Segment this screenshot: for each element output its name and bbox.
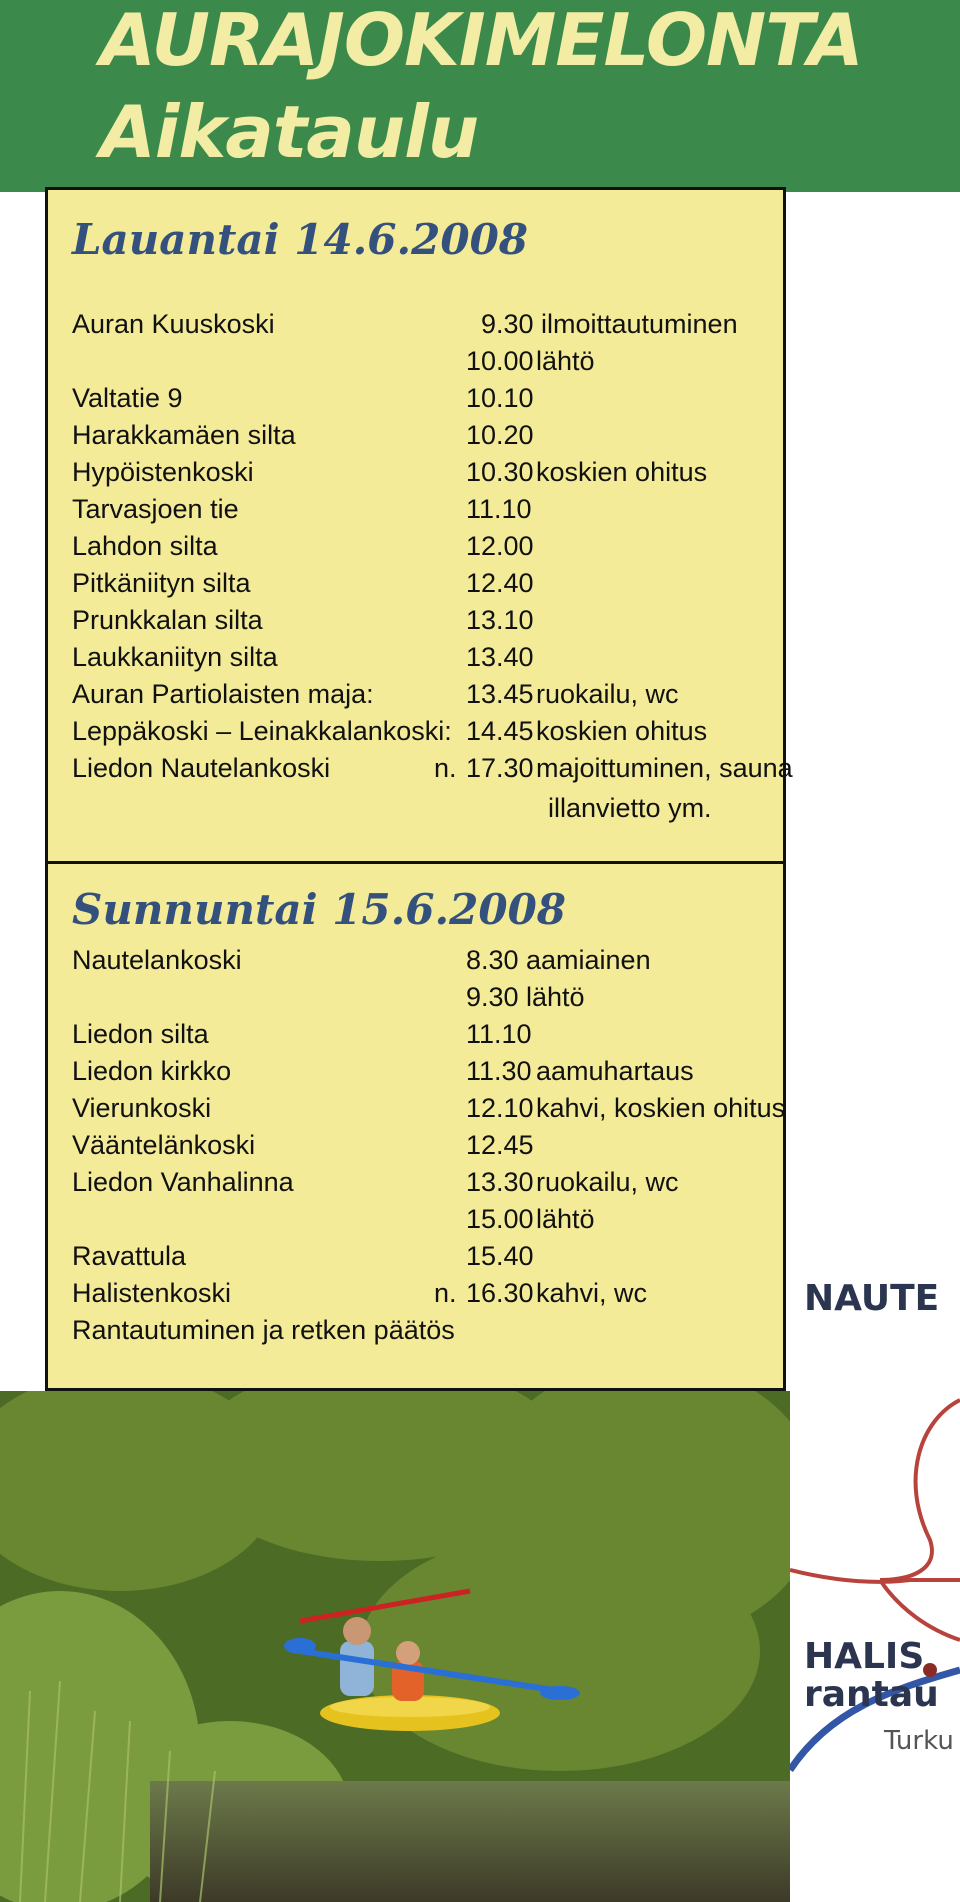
row-time: 11.30 [466, 1056, 532, 1086]
row-time: 13.10 [466, 605, 534, 635]
schedule-row [72, 454, 783, 491]
row-place: Liedon kirkko [72, 1056, 232, 1086]
row-note: ruokailu, wc [536, 1167, 679, 1197]
row-place: Leppäkoski – Leinakkalankoski: [72, 716, 452, 746]
row-note: majoittuminen, sauna [536, 753, 793, 783]
row-time: 12.45 [466, 1130, 534, 1160]
row-note: ilmoittautuminen [541, 309, 738, 339]
row-time: 10.10 [466, 383, 534, 413]
schedule-row [72, 713, 783, 750]
map-label-turku: Turku [884, 1726, 954, 1756]
schedule-row [72, 602, 783, 639]
schedule-row [72, 528, 783, 565]
row-time: 13.30 [466, 1167, 534, 1197]
row-place: Hypöistenkoski [72, 457, 254, 487]
row-note: kahvi, koskien ohitus [536, 1093, 786, 1123]
map-label-halistenkoski: HALIS [804, 1636, 925, 1677]
row-place: Liedon silta [72, 1019, 209, 1049]
row-time: 14.45 [466, 716, 534, 746]
schedule-row [72, 1127, 783, 1164]
row-note: ruokailu, wc [536, 679, 679, 709]
saturday-schedule [45, 187, 793, 864]
row-place: Ravattula [72, 1241, 187, 1271]
schedule-row [72, 750, 793, 787]
schedule-row [72, 491, 783, 528]
schedule-row [72, 979, 783, 1016]
sunday-schedule [45, 861, 786, 1391]
schedule-row [72, 639, 783, 676]
row-place: Halistenkoski [72, 1278, 232, 1308]
row-approx: n. [434, 1278, 457, 1308]
row-place: Vierunkoski [72, 1093, 212, 1123]
row-time: 10.20 [466, 420, 534, 450]
row-place: Nautelankoski [72, 945, 242, 975]
row-place: Valtatie 9 [72, 383, 183, 413]
row-place: Laukkaniityn silta [72, 642, 278, 672]
schedule-row [72, 676, 783, 713]
title-line-2: Aikataulu [100, 90, 479, 174]
row-place: Harakkamäen silta [72, 420, 296, 450]
schedule-row [72, 1164, 783, 1201]
row-time: 8.30 [466, 945, 519, 975]
row-note: aamiainen [526, 945, 651, 975]
schedule-row [72, 306, 783, 343]
row-time: 12.10 [466, 1093, 534, 1123]
schedule-row [72, 343, 783, 380]
row-place: Prunkkalan silta [72, 605, 263, 635]
row-note: aamuhartaus [536, 1056, 694, 1086]
schedule-row [72, 942, 783, 979]
row-place: Auran Partiolaisten maja: [72, 679, 374, 709]
row-note: lähtö [526, 982, 585, 1012]
row-place: Liedon Vanhalinna [72, 1167, 294, 1197]
row-place: Rantautuminen ja retken päätös [72, 1315, 455, 1345]
schedule-row [72, 380, 783, 417]
schedule-row [72, 1053, 783, 1090]
row-place: Auran Kuuskoski [72, 309, 275, 339]
page-title [100, 0, 863, 178]
schedule-row [72, 1275, 783, 1312]
row-time: 10.30 [466, 457, 534, 487]
schedule-row [72, 1312, 783, 1349]
schedule-row [72, 1201, 783, 1238]
row-time: 15.00 [466, 1204, 534, 1234]
route-map [790, 1250, 960, 1790]
kayak-photo [0, 1391, 790, 1902]
row-note: lähtö [536, 1204, 595, 1234]
row-note: kahvi, wc [536, 1278, 648, 1308]
row-time: 11.10 [466, 494, 532, 524]
row-place: Tarvasjoen tie [72, 494, 239, 524]
page-header [0, 0, 960, 192]
saturday-continuation: illanvietto ym. [548, 793, 712, 823]
sunday-title: Sunnuntai 15.6.2008 [72, 885, 567, 934]
saturday-rows [72, 306, 793, 787]
row-time: 15.40 [466, 1241, 534, 1271]
row-time: 11.10 [466, 1019, 532, 1049]
map-label-rantautuminen: rantau [804, 1674, 939, 1715]
row-time: 12.00 [466, 531, 534, 561]
row-time: 13.45 [466, 679, 534, 709]
row-time: 9.30 [466, 982, 519, 1012]
row-approx: n. [434, 753, 457, 783]
row-time: 17.30 [466, 753, 534, 783]
title-line-1: AURAJOKIMELONTA [100, 0, 863, 82]
saturday-title: Lauantai 14.6.2008 [72, 215, 529, 264]
schedule-row [72, 565, 783, 602]
row-place: Lahdon silta [72, 531, 218, 561]
row-time: 12.40 [466, 568, 534, 598]
schedule-row [72, 417, 783, 454]
row-place: Pitkäniityn silta [72, 568, 251, 598]
map-label-nautelankoski: NAUTE [804, 1278, 940, 1319]
row-note: koskien ohitus [536, 457, 708, 487]
row-time: 10.00 [466, 346, 534, 376]
row-time: 13.40 [466, 642, 534, 672]
row-time: 16.30 [466, 1278, 534, 1308]
schedule-row [72, 1016, 783, 1053]
row-note: koskien ohitus [536, 716, 708, 746]
schedule-row [72, 1238, 783, 1275]
row-place: Liedon Nautelankoski [72, 753, 331, 783]
schedule-row [72, 1090, 786, 1127]
row-note: lähtö [536, 346, 595, 376]
sunday-rows [72, 942, 786, 1349]
kayak-photo-illustration [0, 1391, 790, 1902]
row-time: 9.30 [481, 309, 534, 339]
row-place: Vääntelänkoski [72, 1130, 256, 1160]
